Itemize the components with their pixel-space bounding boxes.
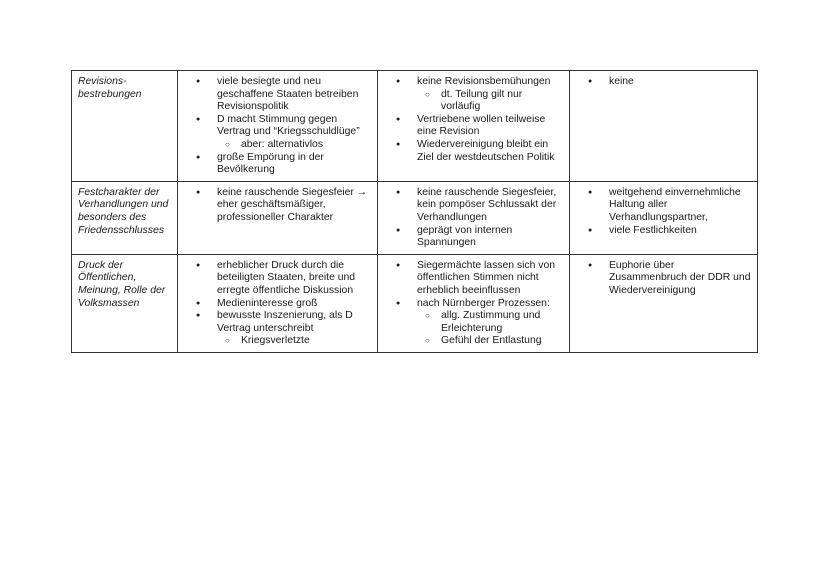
bullet-text: weitgehend einvernehmliche Haltung aller Verhandlungspartner, [609,186,741,223]
bullet-text: Siegermächte lassen sich von öffentlichen Stimmen nicht erheblich beeinflussen [417,259,556,296]
bullet-text: nach Nürnberger Prozessen: [417,297,550,309]
bullet-text: bewusste Inszenierung, als D Vertrag unterschreibt [217,310,353,334]
bullet-item [217,260,371,298]
sub-bullet-list [417,89,563,114]
bullet-list [576,187,751,237]
bullet-text: Wiedervereinigung bleibt ein Ziel der westdeutschen Politik [417,138,555,163]
sub-bullet-list [217,139,371,152]
bullet-text: Euphorie über Zusammenbruch der DDR und Wiedervereinigung [609,259,751,296]
bullet-item [217,310,371,348]
table-cell [178,71,378,182]
table-body [72,71,758,353]
bullet-text: keine [609,76,634,87]
table-row [72,254,758,352]
bullet-text: geprägt von internen Spannungen [417,224,513,249]
bullet-text: große Empörung in der Bevölkerung [217,151,324,176]
bullet-text: keine rauschende Siegesfeier, kein pompöser Schlussakt der Verhandlungen [417,186,557,223]
table-cell [378,71,570,182]
row-label: Revisions- bestrebungen [78,76,142,100]
sub-bullet-item: ○ allg. Zustimmung und Erleichterung [441,310,563,335]
table-row [72,181,758,254]
bullet-list [184,260,371,348]
bullet-item [609,260,751,298]
sub-bullet-item: ○ Gefühl der Entlastung [441,335,563,348]
table-cell [178,181,378,254]
sub-bullet-item: ○ aber: alternativlos [241,139,371,152]
bullet-item [417,139,563,164]
bullet-item [609,225,751,238]
bullet-item [417,298,563,348]
bullet-text: Vertriebene wollen teilweise eine Revision [417,113,546,138]
row-label-cell [72,181,178,254]
table-row [72,71,758,182]
bullet-list [384,260,563,348]
bullet-list [184,187,371,225]
bullet-text: Medieninteresse groß [217,297,318,309]
bullet-text: keine Revisionsbemühungen [417,76,551,87]
bullet-text: viele besiegte und neu geschaffene Staaten betreiben Revisionspolitik [217,76,359,113]
sub-bullet-list [417,310,563,348]
table-cell [570,254,758,352]
bullet-list [576,76,751,89]
table-cell [570,181,758,254]
row-label: Druck der Öffentlichen, Meinung, Rolle der Volksmassen [78,259,166,309]
bullet-item [217,114,371,152]
bullet-list [184,76,371,177]
table-cell [378,254,570,352]
bullet-item [417,114,563,139]
bullet-text: keine rauschende Siegesfeier → eher geschäftsmäßiger, professioneller Charakter [217,186,368,223]
bullet-item [417,225,563,250]
row-label: Festcharakter der Verhandlungen und besonders des Friedensschlusses [78,186,169,236]
comparison-table [71,70,758,353]
bullet-item [217,187,371,225]
bullet-item [609,76,751,89]
bullet-list [576,260,751,298]
bullet-item [417,76,563,114]
sub-bullet-item: ○ dt. Teilung gilt nur vorläufig [441,89,563,114]
bullet-text: erheblicher Druck durch die beteiligten Staaten, breite und erregte öffentliche Diskussion [217,259,356,296]
table-cell [178,254,378,352]
row-label-cell [72,254,178,352]
bullet-item [417,260,563,298]
table-cell [570,71,758,182]
bullet-item [417,187,563,225]
sub-bullet-list [217,335,371,348]
table-cell [378,181,570,254]
bullet-item [609,187,751,225]
bullet-item [217,298,371,311]
bullet-item [217,152,371,177]
bullet-text: D macht Stimmung gegen Vertrag und “Kriegsschuldlüge” [217,113,360,138]
sub-bullet-item: ○ Kriegsverletzte [241,335,371,348]
row-label-cell [72,71,178,182]
bullet-list [384,187,563,250]
bullet-text: viele Festlichkeiten [609,224,697,236]
bullet-list [384,76,563,164]
bullet-item [217,76,371,114]
